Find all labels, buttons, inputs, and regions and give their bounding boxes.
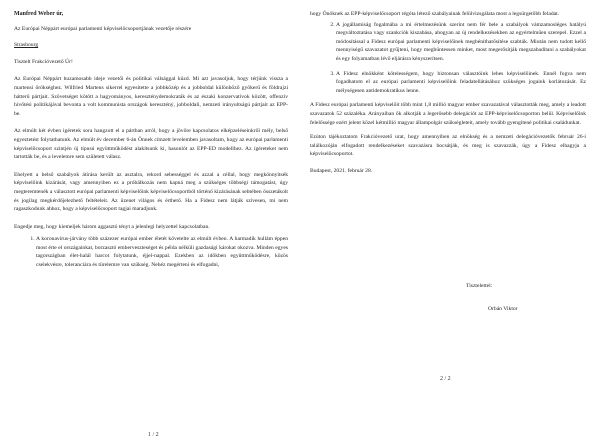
greeting: Tisztelt Frakcióvezető Úr! [14, 58, 73, 65]
letter-page-2 [300, 0, 600, 441]
recipient-role: Az Európai Néppárt európai parlamenti képviselőcsoportjának vezetője részére [14, 25, 192, 32]
page-1-body [14, 10, 288, 270]
list-item: 3. A Fidesz elnökként kötelességem, hogy biztonsan választóink lehes képviselőinek. Ennél fogva nem fogadhatom el az európai parlamenti képviselőink feladatellátásához szükséges jogaink korlátozását. Ez mélységesen antidemokratikus lenne. [336, 70, 586, 96]
signatory: Orbán Viktor [488, 306, 518, 312]
city-line: Strasbourg [14, 42, 39, 49]
paragraph: Ehelyett a belső szabályok átírása került az asztalra, rekord sebességgel és azzal a céllal, hogy megkönnyítsék képviselőink kizárását, vagy amennyiben ez a próbálkozás nem kapná meg a szükséges többségi támogatást, úgy megteremtenék a választott európai parlamenti képviselőink képviselőcsoportból történő kizárásának sebtében összetákolt és jogilag megkérdőjelezhető feltételeit. Az üzenet világos és érthető. Ha a Fidesz nem látják szívesen, mi nem ragaszkodunk ahhoz, hogy a képviselőcsoport tagjai maradjunk. [14, 171, 288, 213]
paragraph: Engedje meg, hogy kiemeljek három aggasztó tényt a jelenlegi helyzettel kapcsolatban. [14, 223, 210, 230]
continuation-text: hogy Önöknek az EPP-képviselőcsoport régóta létező szabályainak felülvizsgálata most a legsürgetőbb feladat. [310, 11, 560, 17]
concerns-list-continued [310, 21, 586, 96]
page-2-body [310, 10, 586, 176]
list-item: 2. A jogállamiság fogalmába a mi értelmezésünk szerint nem fér bele a szabályok vámzamosléges hatályú megváltoztatása vagy szankciók kiszabása, ahogyan az új rendelkezésekben az egyértelműen szerepel. Ezzel a módosítással a Fidesz európai parlamenti képviselőinek megbéníthatősítése szabták. Miután nem tudott kellő mennyiségű szavazatot gyűjteni, hogy megbüntessen minket, most megerősítják megszabadítani a szabályokat és egy folyamatban lévő eljárásra kényszerítsen. [336, 21, 586, 64]
paragraph: A Fidesz európai parlamenti képviselőit több mint 1,8 millió magyar ember szavazatával választották meg, amely a leadott szavazatok 52 százaléka. Arányaiban ők alkotják a legerősebb delegációt az EPP-képviselőcsoporton belül. Képviselőink felelőssége ezért jelent közel kétmillió magyar állampolgár szükségleteit, amely tovább gyengítené politikai családunkat. [310, 102, 586, 126]
addressee: Manfred Weber úr, [14, 11, 64, 17]
date-line: Budapest, 2021. február 28. [310, 167, 373, 174]
paragraph: Az Európai Néppárt huzamosabb ideje vezetői és politikai válsággal küzd. Mi azt javasoljuk, hogy térjünk vissza a martensi örökséghez. Wilfried Martens sikerrel egyesítette a jobbközép és a jobboldal különböző gyökerű és földrajzi hátterű pártjait. Szövetséget kötött a hagyományos, kereszténydemokraták és az északi konzervatívok között, offenzív hívőtési politikájával bevonta a volt kommunista országok kereszténý, jobboldali, nemzeti irányultságú pártjait az EPP-be. [14, 76, 288, 117]
list-item: 1. A koronavírus-járvány több százezer európai ember életét követelte az elmúlt évben. A harmadik hullám éppen most érte el országainkat, borzasztó emberveszteséget és példa nélküli gazdasági károkat okozva. Minden egyes tagországban élet-halál harcot folytatunk, éjjel-nappal. Ezekben az időkben együttműködésre, közös cselekvésre, toleranciára és türelemre van szükség. Nehéz megérteni és elfogadni, [36, 235, 288, 269]
closing: Tisztelettel: [466, 283, 493, 289]
page-number: 2 / 2 [440, 376, 451, 382]
paragraph: Az elmúlt két évben igéretek sora hangzott el a pártban arról, hogy a jövőre kapcsolatos elképzeléseinkről mély, belső egyeztetést folytathatunk. Az elmúlt év december 6-án Önnek címzett levelemben javasoltam, hogy az európai parlamenti képviselőcsoport szintjén új típusú együttműködést alakítsunk ki, hasonlót az EPP-ED modellhez. Az ígéreteket nem tartották be, és a levelemre sem született válasz. [14, 128, 288, 161]
page-number: 1 / 2 [148, 432, 159, 438]
paragraph: Ezúton tájékoztatom Frakcióvezető urat, hogy amennyiben az elnökség és a nemzeti delegációvezetők február 26-i találkozóján elfogadott rendelkezéseket szavazásra bocsátják, és meg is szavazzák, úgy a Fidesz elhagyja a képviselőcsoportot. [310, 134, 586, 158]
concerns-list [14, 235, 288, 269]
